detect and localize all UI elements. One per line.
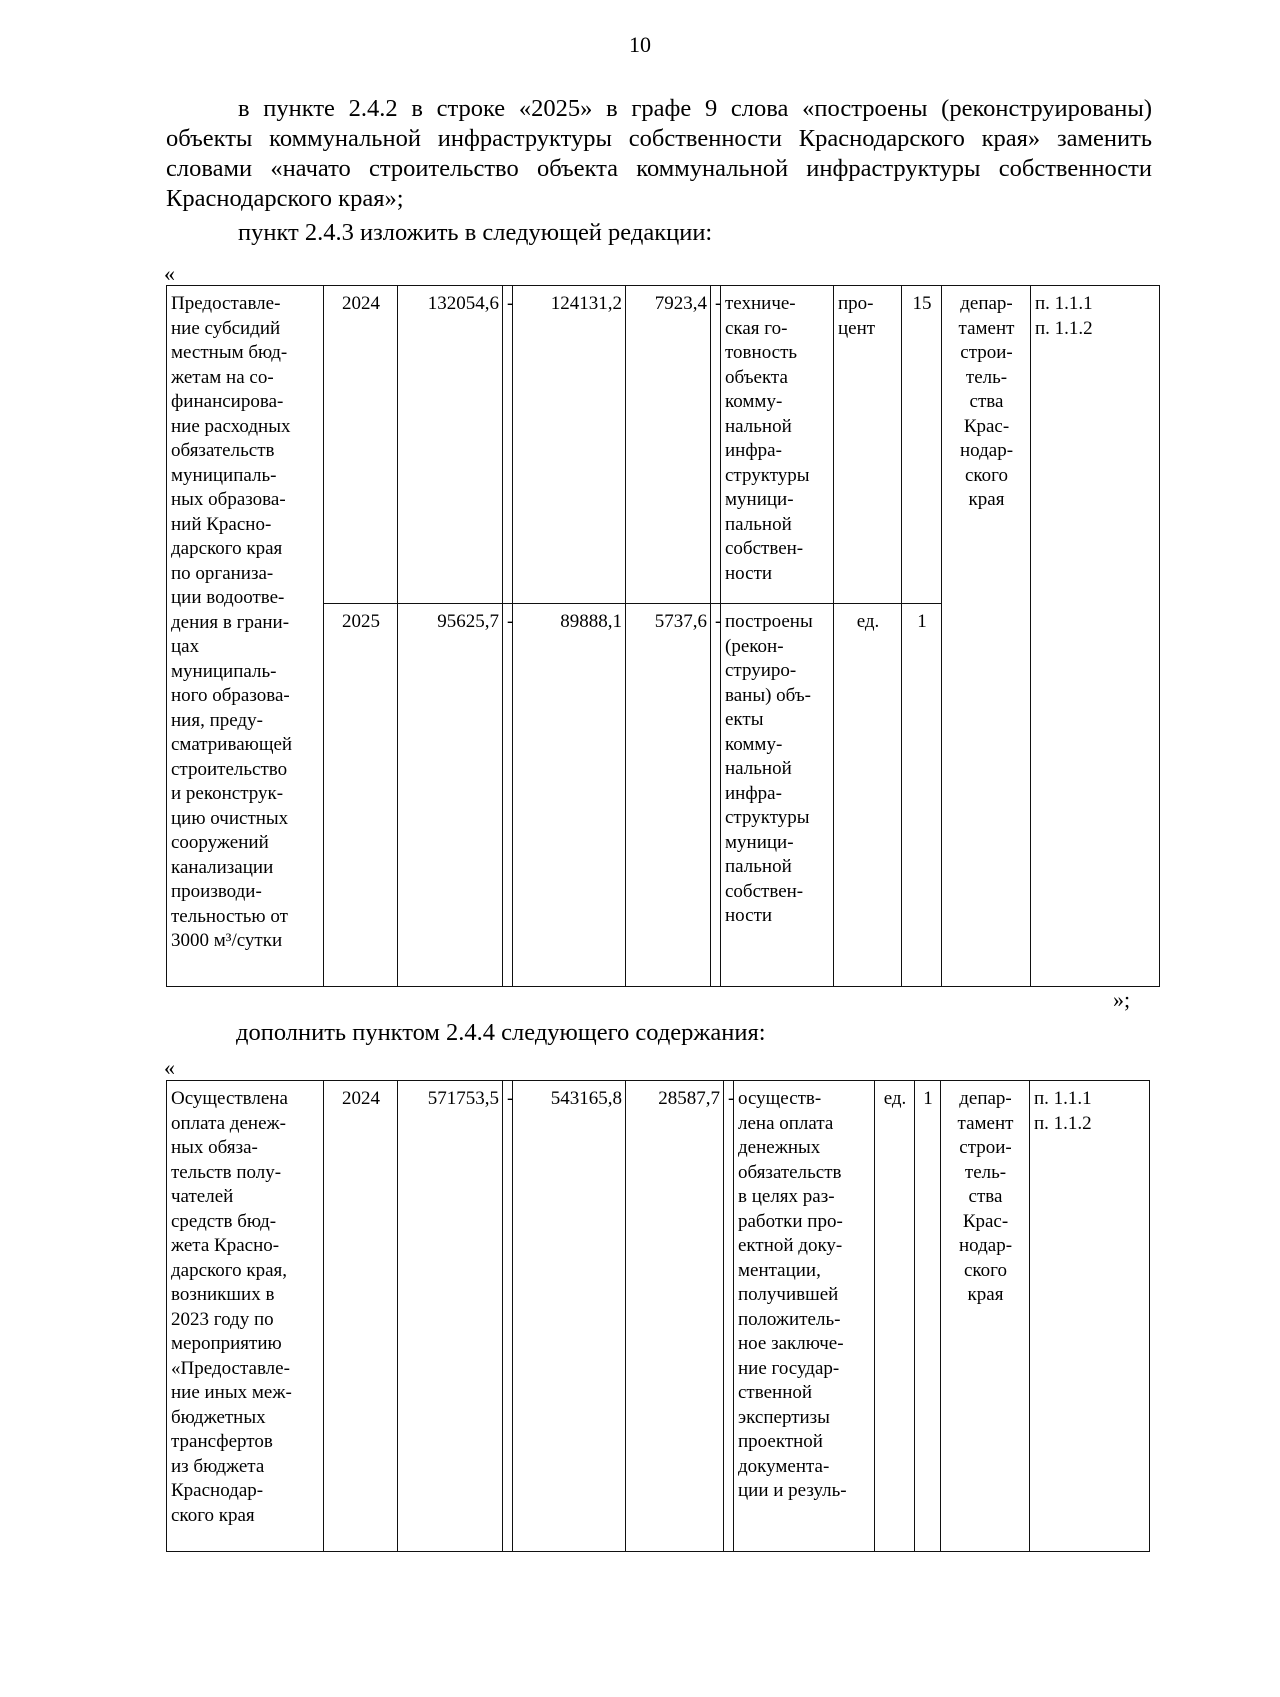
indicator-cell: осуществ- лена оплата денежных обязательств в целях раз- работки про- ектной доку- ментации, получившей положитель- ное заключе- ние государ- ственной экспертизы проектной документа- ции и резуль-	[734, 1081, 875, 1552]
department-cell: депар- тамент строи- тель- ства Крас- нодар- ского края	[941, 1081, 1030, 1552]
local-amount-cell: 28587,7	[626, 1081, 724, 1552]
department-cell: депар- тамент строи- тель- ства Крас- нодар- ского края	[942, 286, 1031, 987]
regional-amount-cell: 89888,1	[513, 604, 626, 987]
clause-2-4-4-table	[166, 1080, 1150, 1552]
table-row	[167, 286, 1160, 604]
regional-amount-cell: 543165,8	[513, 1081, 626, 1552]
local-amount-cell: 5737,6	[626, 604, 711, 987]
total-amount-cell: 95625,7	[398, 604, 503, 987]
year-cell: 2025	[324, 604, 398, 987]
table-row	[167, 1081, 1150, 1552]
unit-cell: ед.	[834, 604, 902, 987]
total-amount-cell: 571753,5	[398, 1081, 503, 1552]
measure-description-cell: Осуществлена оплата денеж- ных обяза- тельств полу- чателей средств бюд- жета Красно- дарского края, возникших в 2023 году по мероприятию «Предоставле- ние иных меж- бюджетных трансфертов из бюджета Краснодар- ского края	[167, 1081, 324, 1552]
value-cell: 1	[902, 604, 942, 987]
value-cell: 1	[915, 1081, 941, 1552]
page-number: 10	[629, 32, 651, 57]
open-quote-2: «	[164, 1055, 175, 1080]
measure-description-cell: Предоставле- ние субсидий местным бюд- жетам на со- финансирова- ние расходных обязательств муниципаль- ных образова- ний Красно- дарского края по организа- ции водоотве- дения в грани- цах муниципаль- ного образова- ния, преду- сматривающей строительство и реконструк- цию очистных сооружений канализации производи- тельностью от 3000 м³/сутки	[167, 286, 324, 987]
indicator-cell: техниче- ская го- товность объекта комму- нальной инфра- структуры муници- пальной собствен- ности	[721, 286, 834, 604]
unit-cell: про- цент	[834, 286, 902, 604]
open-quote: «	[164, 261, 175, 286]
references-cell: п. 1.1.1 п. 1.1.2	[1031, 286, 1160, 987]
year-cell: 2024	[324, 286, 398, 604]
indicator-cell: построены (рекон- струиро- ваны) объ- екты комму- нальной инфра- структуры муници- пальной собствен- ности	[721, 604, 834, 987]
year-cell: 2024	[324, 1081, 398, 1552]
extrabudget-amount-cell: -	[711, 604, 721, 987]
unit-cell: ед.	[875, 1081, 915, 1552]
clause-2-4-4-line: дополнить пунктом 2.4.4 следующего содержания:	[236, 1019, 766, 1046]
clause-2-4-3-line: пункт 2.4.3 изложить в следующей редакции:	[238, 219, 713, 246]
extrabudget-amount-cell: -	[724, 1081, 734, 1552]
local-amount-cell: 7923,4	[626, 286, 711, 604]
intro-paragraph: в пункте 2.4.2 в строке «2025» в графе 9 слова «построены (реконструированы) объекты коммунальной инфраструктуры собственности Краснодарского края» заменить словами «начато строительство объекта коммунальной инфраструктуры собственности Краснодарского края»;	[166, 95, 1152, 212]
clause-2-4-3-table	[166, 285, 1160, 987]
extrabudget-amount-cell: -	[711, 286, 721, 604]
value-cell: 15	[902, 286, 942, 604]
regional-amount-cell: 124131,2	[513, 286, 626, 604]
total-amount-cell: 132054,6	[398, 286, 503, 604]
federal-amount-cell: -	[503, 1081, 513, 1552]
federal-amount-cell: -	[503, 604, 513, 987]
close-quote: »;	[1113, 987, 1131, 1012]
references-cell: п. 1.1.1 п. 1.1.2	[1030, 1081, 1150, 1552]
federal-amount-cell: -	[503, 286, 513, 604]
